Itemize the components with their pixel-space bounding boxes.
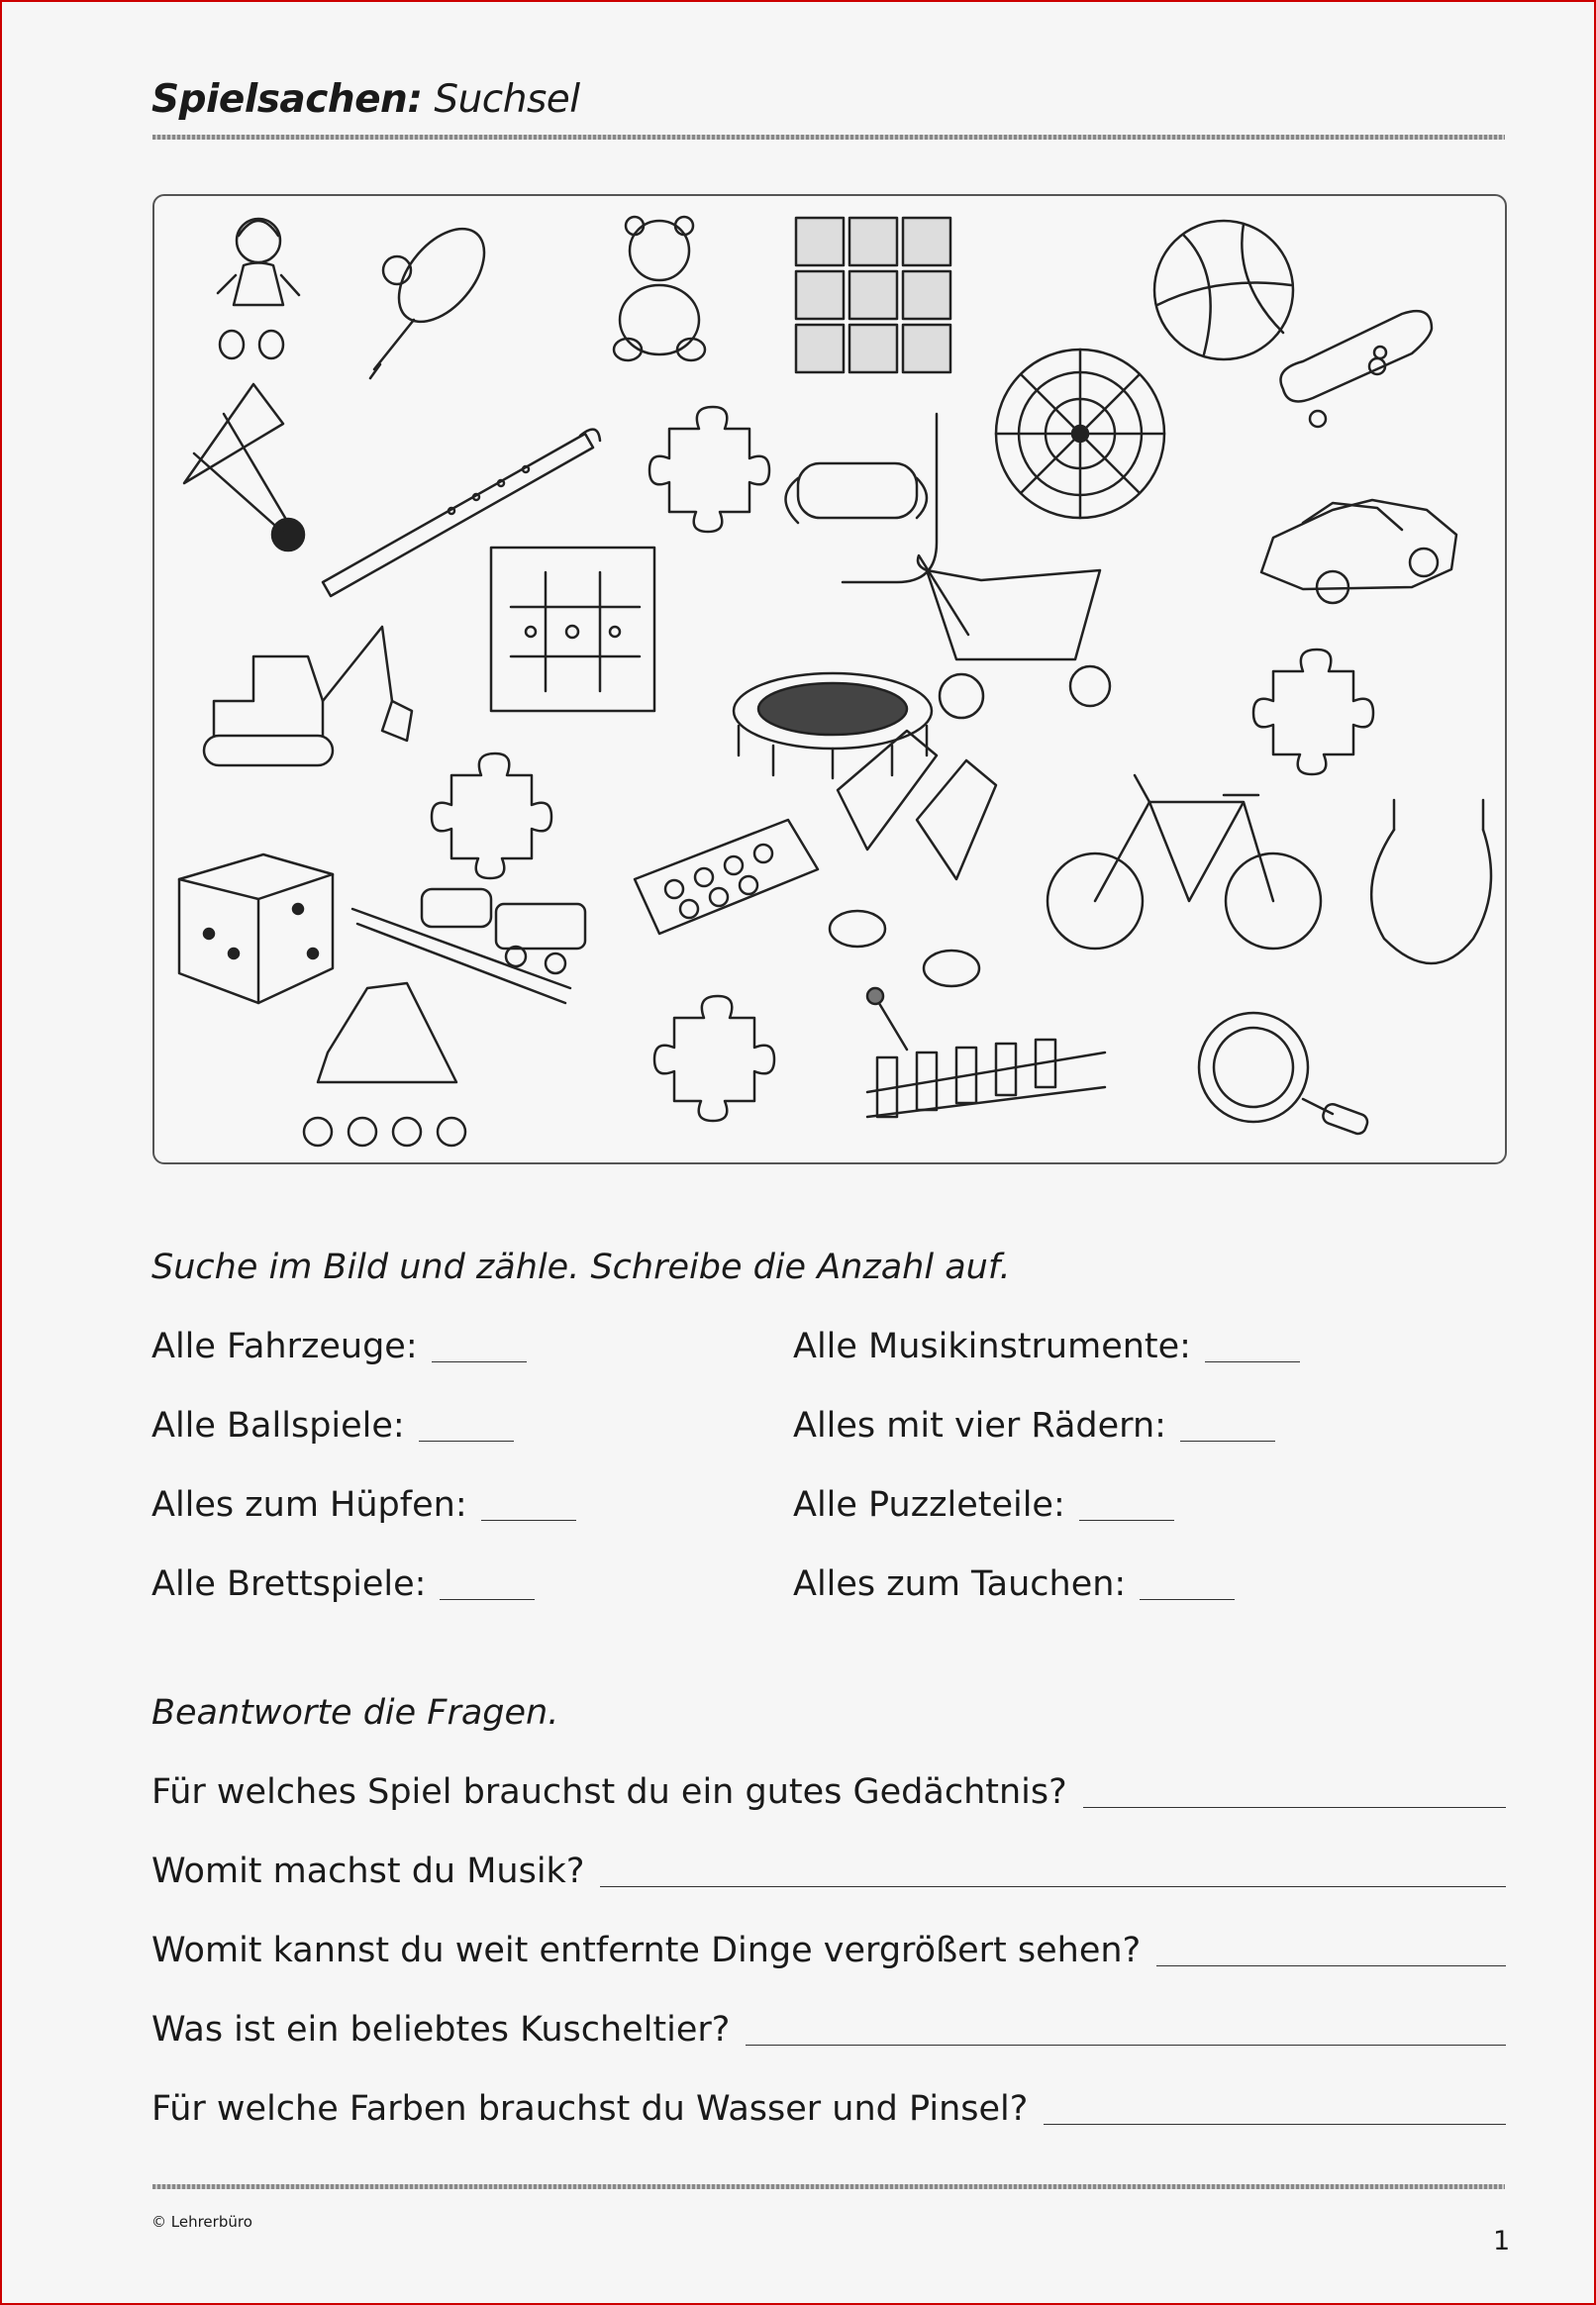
answer-line[interactable] <box>1044 2124 1506 2125</box>
answer-line[interactable] <box>600 1886 1506 1887</box>
toy-car-icon <box>1261 500 1456 603</box>
board-game-icon <box>491 548 654 711</box>
answer-line[interactable] <box>1156 1965 1506 1966</box>
doll-icon <box>218 219 299 358</box>
answer-blank[interactable] <box>481 1520 576 1521</box>
count-row-ball-games <box>151 1406 514 1446</box>
answer-blank[interactable] <box>419 1441 514 1442</box>
count-label: Alle Musikinstrumente: <box>793 1327 1191 1366</box>
puzzle-piece-icon <box>654 996 774 1121</box>
top-divider <box>152 135 1505 140</box>
count-row-diving <box>793 1564 1235 1604</box>
xylophone-icon <box>867 988 1105 1117</box>
question-text: Womit kannst du weit entfernte Dinge vergrößert sehen? <box>151 1931 1142 1970</box>
question-text: Für welche Farben brauchst du Wasser und Pinsel? <box>151 2089 1029 2129</box>
count-label: Alles zum Tauchen: <box>793 1564 1127 1604</box>
puzzle-piece-icon <box>432 753 551 878</box>
count-label: Alle Puzzleteile: <box>793 1485 1065 1525</box>
jump-rope-icon <box>1371 800 1491 963</box>
count-row-four-wheels <box>793 1406 1275 1446</box>
question-row <box>151 1772 1506 1812</box>
answer-blank[interactable] <box>1140 1599 1235 1600</box>
toy-picture <box>152 194 1507 1164</box>
answer-blank[interactable] <box>1205 1361 1300 1362</box>
answer-blank[interactable] <box>432 1361 527 1362</box>
trampoline-icon <box>734 673 932 778</box>
magnifying-glass-icon <box>1199 1013 1369 1136</box>
count-label: Alle Ballspiele: <box>151 1406 405 1446</box>
question-row <box>151 1931 1506 1970</box>
bottom-divider <box>152 2184 1505 2189</box>
title-topic: Spielsachen: <box>151 77 423 122</box>
puzzle-piece-icon <box>649 407 769 532</box>
beach-ball-icon <box>1154 221 1293 359</box>
diving-mask-icon <box>786 414 938 582</box>
page-title <box>151 77 580 122</box>
answer-line[interactable] <box>1083 1807 1506 1808</box>
dartboard-icon <box>996 350 1164 518</box>
page-number: 1 <box>1493 2226 1511 2256</box>
title-subtitle: Suchsel <box>422 77 580 122</box>
count-row-instruments <box>793 1327 1300 1366</box>
count-row-board-games <box>151 1564 535 1604</box>
question-row <box>151 2010 1506 2050</box>
inline-skate-icon <box>304 983 465 1146</box>
excavator-icon <box>204 627 412 765</box>
skateboard-icon <box>1281 311 1433 427</box>
answer-blank[interactable] <box>1079 1520 1174 1521</box>
answer-blank[interactable] <box>440 1599 535 1600</box>
recorder-flute-icon <box>323 430 600 596</box>
question-row <box>151 1852 1506 1891</box>
shuttlecock-icon <box>184 384 304 551</box>
question-text: Was ist ein beliebtes Kuscheltier? <box>151 2010 731 2050</box>
puzzle-piece-icon <box>1253 650 1373 774</box>
task2-instruction: Beantworte die Fragen. <box>151 1693 559 1733</box>
count-row-puzzle-pieces <box>793 1485 1174 1525</box>
count-label: Alles zum Hüpfen: <box>151 1485 467 1525</box>
count-row-jumping <box>151 1485 576 1525</box>
answer-blank[interactable] <box>1180 1441 1275 1442</box>
memory-game-icon <box>796 218 950 372</box>
doll-pram-icon <box>918 555 1110 718</box>
question-text: Womit machst du Musik? <box>151 1852 585 1891</box>
question-text: Für welches Spiel brauchst du ein gutes Gedächtnis? <box>151 1772 1067 1812</box>
copyright-notice: © Lehrerbüro <box>151 2213 252 2231</box>
count-label: Alle Fahrzeuge: <box>151 1327 418 1366</box>
question-row <box>151 2089 1506 2129</box>
tennis-racket-icon <box>370 213 501 378</box>
paint-box-icon <box>635 820 818 934</box>
count-row-vehicles <box>151 1327 527 1366</box>
bicycle-icon <box>1047 775 1321 949</box>
teddy-bear-icon <box>614 217 705 360</box>
task1-instruction: Suche im Bild und zähle. Schreibe die Anzahl auf. <box>151 1248 1011 1287</box>
count-label: Alle Brettspiele: <box>151 1564 427 1604</box>
binoculars-icon <box>830 731 996 986</box>
count-label: Alles mit vier Rädern: <box>793 1406 1166 1446</box>
dice-icon <box>179 854 333 1003</box>
answer-line[interactable] <box>746 2045 1506 2046</box>
